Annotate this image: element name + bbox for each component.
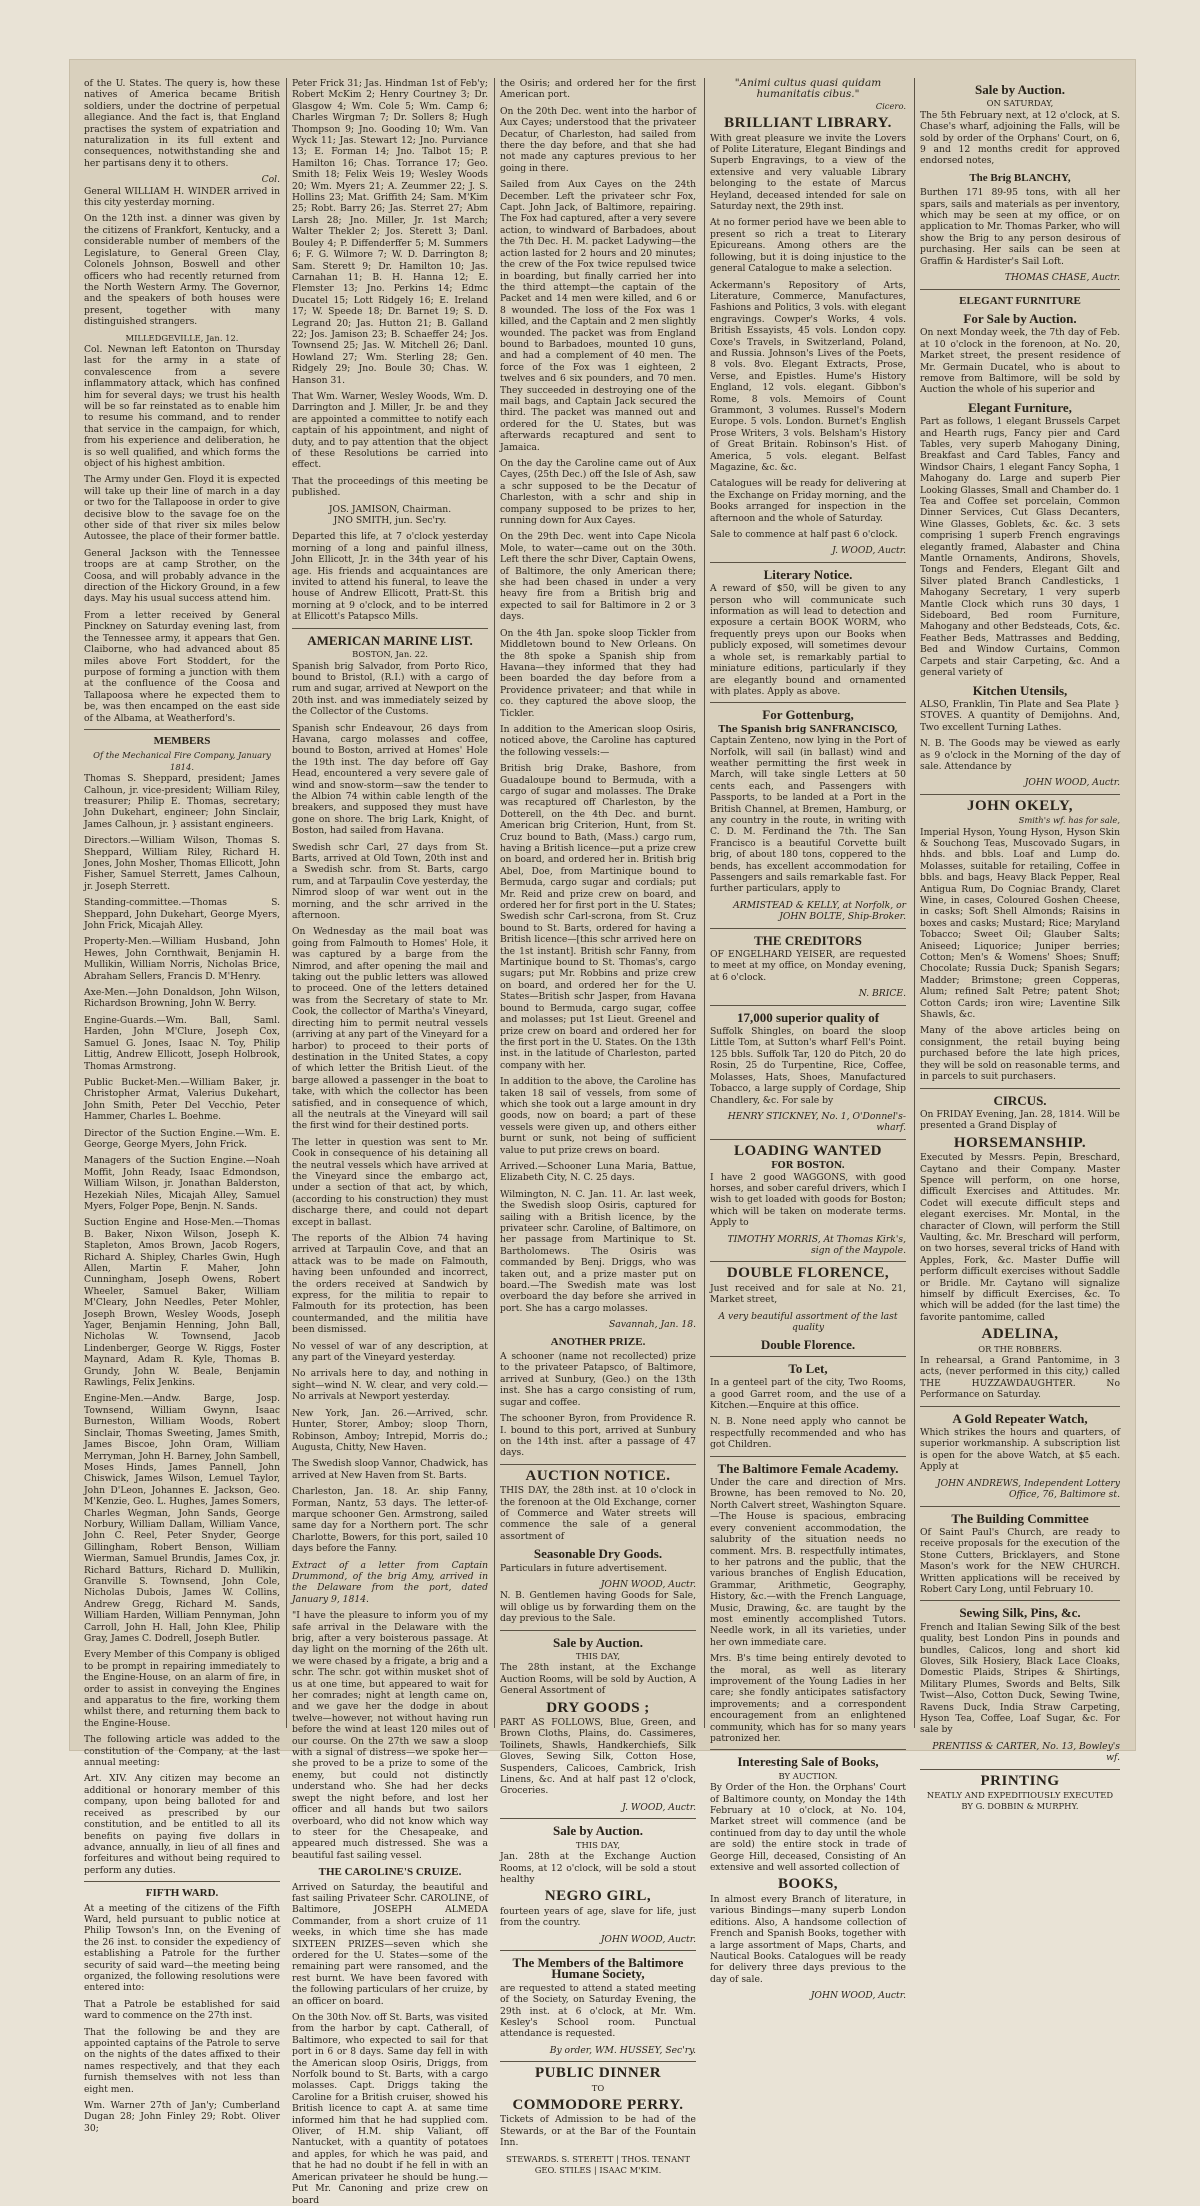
ad-subheading: TO	[591, 2082, 605, 2093]
ad-subheading: DRY GOODS ;	[546, 1699, 650, 1716]
ad-subheading: THIS DAY,	[575, 1651, 621, 1661]
ad-text: Many of the above articles being on consignment, the retail buying being purchased before the late high prices, they will be sold on reasonable terms, and in parcels to suit purchasers.	[920, 1025, 1120, 1083]
ad-text: Under the care and direction of Mrs. Browne, has been removed to No. 20, North Calvert street, Washington Square.—The House is spacious, embracing every convenient accommodation, the salubrity of the situation needs no comment. Mrs. B. respectfully intimates, to her patrons and the public, that the various branches of English Education, Grammar, Arithmetic, Geography, History, &c.—with the French Language, Music, Drawing, &c. are taught by the most eminently accomplished Tutors. Needle work, in all its varieties, under her own immediate care.	[710, 1477, 906, 1648]
ad-subheading: THIS DAY,	[575, 1839, 621, 1850]
ad-heading: The Members of the Baltimore Humane Society,	[512, 1954, 684, 1982]
article-text: From a letter received by General Pinckney on Saturday evening last, from the Tennessee army, it appears that Gen. Claiborne, who had advanced about 85 miles above Fort Stoddert, for the purpose of forming a junction with them at the confluence of the Coosa and Tallapoosa where he expected them to be, was then encamped on the east side of the Albama, at Weatherford's.	[84, 609, 280, 724]
ad-text: fourteen years of age, slave for life, just from the country.	[500, 1905, 696, 1929]
ad-text: Of Saint Paul's Church, are ready to receive proposals for the execution of the Stone Cutters, Bricklayers, and Stone Mason's work for the NEW CHURCH. Written applications will be received by Robert Cary Long, until February 10.	[920, 1526, 1120, 1595]
ad-subheading: HORSEMANSHIP.	[953, 1134, 1087, 1151]
divider	[84, 1881, 280, 1882]
article-text: Arrived on Saturday, the beautiful and fast sailing Privateer Schr. CAROLINE, of Baltimore, JOSEPH ALMEDA Commander, from a short cruize of 11 weeks, in which time she has made SIXTEEN PRIZES—seven which she ordered for the U. States—some of the remaining part were ransomed, and the rest burnt. We have been favored with the following particulars of her cruize, by an officer on board.	[292, 1881, 488, 2007]
article-text: British brig Drake, Bashore, from Guadaloupe bound to Bermuda, with a cargo of sugar and molasses. The Drake was recaptured off Charleston, by the Dotterell, on the 4th Dec. and burnt. American brig Criterion, Hunt, from St. Cruz bound to Bath, (Mass.) cargo rum, having a British licence—put a prize crew on board, and ordered her in. British brig Abel, Doe, from Martinique bound to Bermuda, cargo sugar and cordials; put Mr. Reid and prize crew on board, and ordered her for first port in the U. States; Swedish schr Carl-scrona, from St. Cruz bound to St. Barts, ordered for having a British licence—[this schr arrived here on the 1st instant]. British schr Fanny, from Martinique bound to St. Thomas's, cargo sugars; put Mr. Robbins and prize crew on board, and ordered her for the U. States—British schr Jasper, from Havana bound to Bermuda, cargo sugar, coffee and molasses; put 1st Lieut. Greenel and prize crew on board and ordered her for the first port in the U. States. On the 13th inst. in the latitude of Charleston, parted company with her.	[500, 763, 696, 1071]
article-text: Arrived.—Schooner Luna Maria, Battue, Elizabeth City, N. C. 25 days.	[500, 1160, 696, 1184]
ad-subheading: OR THE ROBBERS.	[978, 1343, 1062, 1354]
signature: Col.	[261, 174, 280, 186]
article-text: Director of the Suction Engine.—Wm. E. George, George Myers, John Frick.	[84, 1127, 280, 1150]
divider	[500, 1950, 696, 1951]
ad-text: In a genteel part of the city, Two Rooms, a good Garret room, and the use of a Kitchen.—Enquire at this office.	[710, 1377, 906, 1412]
article-text: Property-Men.—William Husband, John Hewes, John Cornthwait, Benjamin H. Mullikin, William Norris, Nicholas Brice, Abraham Sellers, Francis D. M'Henry.	[84, 936, 280, 982]
article-text: On Wednesday as the mail boat was going from Falmouth to Homes' Hole, it was captured by a barge from the Nimrod, and after opening the mail and taking out the public letters was allowed to proceed. One of the letters detained was from the Secretary of state to Mr. Cook, the collector of Martha's Vineyard, directing him to permit neutral vessels (arriving at any part of the Vineyard for a harbor) to proceed to their ports of destination in the United States, a copy of which letter the British Lieut. of the barge allowed a passenger in the boat to take, with which the collector has been satisfied, and in consequence of which, all the neutrals at the Vineyard will sail the first wind for their destined ports.	[292, 926, 488, 1132]
ad-text: ALSO, Franklin, Tin Plate and Sea Plate } STOVES. A quantity of Demijohns. And, Two excellent Turning Lathes.	[920, 698, 1120, 733]
divider	[710, 1139, 906, 1140]
motto-source: Cicero.	[875, 100, 906, 111]
ad-heading: Interesting Sale of Books,	[737, 1754, 879, 1770]
ad-heading: Sale by Auction.	[975, 82, 1065, 97]
ad-text: I have 2 good WAGGONS, with good horses, and sober careful drivers, which I wish to get loaded with goods for Boston; which will be taken on moderate terms. Apply to	[710, 1171, 906, 1229]
divider	[920, 1406, 1120, 1407]
ad-subheading: Elegant Furniture,	[968, 399, 1072, 415]
ad-heading: To Let,	[788, 1360, 828, 1376]
ad-text: N. B. Gentlemen having Goods for Sale, will oblige us by forwarding them on the day previous to the Sale.	[500, 1590, 696, 1625]
article-text: On the 4th Jan. spoke sloop Tickler from Middletown bound to New Orleans. On the 8th spoke a Spanish ship from Havana—they informed that they had been boarded the day before from a Providence privateer; and that while in co. they captured the above sloop, the Tickler.	[500, 627, 696, 719]
article-text: Thomas S. Sheppard, president; James Calhoun, jr. vice-president; William Riley, treasurer; Philip E. Thomas, secretary; John Dukehart, engineer; John Sinclair, James Calhoun, jr. } assistant engineers.	[84, 773, 280, 830]
article-text: That the following be and they are appointed captains of the Patrole to serve on the nights of the dates affixed to their names respectively, and that they each furnish themselves with not less than eight men.	[84, 2026, 280, 2095]
article-text: Every Member of this Company is obliged to be prompt in repairing immediately to the Engine-House, on an alarm of fire, in order to assist in conveying the Engines and apparatus to the fire, working them whilst there, and returning them back to the Engine-House.	[84, 1649, 280, 1729]
article-text: The letter in question was sent to Mr. Cook in consequence of his detaining all the neutral vessels which have arrived at the Vineyard since the embargo act, under a section of that act, by which, (according to his construction) they must discharge there, and could not depart except in ballast.	[292, 1136, 488, 1228]
divider	[710, 702, 906, 703]
ad-text: OF ENGELHARD YEISER, are requested to meet at my office, on Monday evening, at 6 o'clock.	[710, 949, 906, 983]
article-text: General Jackson with the Tennessee troops are at camp Strother, on the Coosa, and will probably advance in the direction of the Hickory Ground, in a few days. May his usual success attend him.	[84, 547, 280, 605]
article-text: Public Bucket-Men.—William Baker, jr. Christopher Armat, Valerius Dukehart, John Smith, Peter Del Vecchio, Peter Hammer, Charles L. Boehme.	[84, 1076, 280, 1123]
article-text: Swedish schr Carl, 27 days from St. Barts, arrived at Old Town, 20th inst and a Swedish schr. from St. Barts, cargo rum, and at Tarpaulin Cove yesterday, the Nimrod sloop of war went out in the morning, and the schr arrived in the afternoon.	[292, 841, 488, 922]
divider	[710, 1356, 906, 1357]
ad-subheading: FOR BOSTON.	[771, 1160, 845, 1172]
ad-heading: ELEGANT FURNITURE	[959, 294, 1081, 307]
article-text: On the 12th inst. a dinner was given by the citizens of Frankfort, Kentucky, and a considerable number of members of the Legislature, to General Green Clay, Colonels Johnson, Boswell and other officers who had recently returned from the North Western Army. The Governor, and the speakers of both houses were present, together with many distinguished strangers.	[84, 213, 280, 328]
column-rule	[704, 78, 705, 1728]
stewards: STEWARDS. S. STERETT | THOS. TENANT GEO. STILES | ISAAC M'KIM.	[505, 2153, 691, 2176]
signature: JOHN WOOD, Auctr.	[600, 1578, 696, 1590]
ad-text: Just received and for sale at No. 21, Market street,	[710, 1282, 906, 1306]
signature: J. WOOD, Auctr.	[832, 545, 906, 557]
ad-text: A very beautiful assortment of the last quality	[718, 1310, 898, 1333]
ad-text: Mrs. B's time being entirely devoted to the moral, as well as literary improvement of the Young Ladies in her care; she fondly anticipates satisfactory improvements; and a correspondent encouragement from an enlightened community, which has for so many years patronized her.	[710, 1653, 906, 1744]
ad-subheading: NEGRO GIRL,	[544, 1888, 652, 1905]
column-4	[710, 77, 906, 2002]
column-rule	[494, 78, 495, 1728]
ad-heading: Sewing Silk, Pins, &c.	[959, 1605, 1081, 1621]
article-text: No arrivals here to day, and nothing in sight—wind N. W. clear, and very cold.—No arrivals at Newport yesterday.	[292, 1368, 488, 1403]
divider	[920, 1769, 1120, 1770]
divider	[710, 1749, 906, 1750]
ad-text: PART AS FOLLOWS, Blue, Green, and Brown Cloths, Plains, do. Cassimeres, Toilinets, Shawls, Handkerchiefs, Silk Gloves, Sewing Silk, Cotton Hose, Suspenders, Calicoes, Cambrick, Irish Linens, &c. And at half past 12 o'clock, Groceries.	[500, 1717, 696, 1797]
divider	[920, 1600, 1120, 1601]
ad-text: Burthen 171 89-95 tons, with all her spars, sails and materials as per inventory, which may be seen at my office, or on application to Mr. Thomas Parker, who will show the Brig to any person desirous of purchasing. Her sails can be seen at Graffin & Hardister's Sail Loft.	[920, 187, 1120, 267]
article-text: At a meeting of the citizens of the Fifth Ward, held pursuant to public notice at Philip Towson's Inn, on the Evening of the 26 inst. to consider the expediency of establishing a Patrole for the further security of said ward—the meeting being organized, the following resolutions were entered into:	[84, 1902, 280, 1994]
ad-heading: A Gold Repeater Watch,	[952, 1410, 1088, 1426]
ad-heading: Sale by Auction.	[553, 1823, 643, 1839]
ad-heading: PRINTING	[980, 1772, 1060, 1789]
article-text: Sailed from Aux Cayes on the 24th December. Left the privateer schr Fox, Capt. John Jack, of Baltimore, repairing. The Fox had captured, after a very severe action, to windward of Barbadoes, about the 7th Dec. H. M. packet Ladywing—the action lasted for 2 hours and 20 minutes; the crew of the Fox twice repulsed twice in boarding, but finally carried her into the third attempt—the captain of the Packet and 14 men were killed, and 6 or 8 wounded. The loss of the Fox was 1 killed, and the Captain and 2 men slightly wounded. The packet was from England bound to Barbadoes, mounted 10 guns, and had a complement of 40 men. The force of the Fox was 1 eighteen, 2 twelves and 6 six pounders, and 70 men. They succeeded in destroying one of the mail bags, and Captain Jack secured the third. The packet was manned out and ordered for the U. States, but was afterwards recaptured and sent to Jamaica.	[500, 179, 696, 453]
divider	[710, 1261, 906, 1262]
ad-heading: For Gottenburg,	[762, 707, 854, 723]
ad-text: are requested to attend a stated meeting of the Society, on Saturday Evening, the 29th inst. at 6 o'clock, at Mr. Wm. Kesley's School room. Punctual attendance is requested.	[500, 1982, 696, 2040]
ad-text: Tickets of Admission to be had of the Stewards, or at the Bar of the Fountain Inn.	[500, 2114, 696, 2149]
ad-text: Which strikes the hours and quarters, of superior workmanship. A subscription list is open for the above Watch, at $5 each. Apply at	[920, 1427, 1120, 1473]
article-text: Axe-Men.—John Donaldson, John Wilson, Richardson Browning, John W. Berry.	[84, 987, 280, 1010]
divider	[500, 2061, 696, 2062]
article-text: Extract of a letter from Captain Drummond, of the brig Amy, arrived in the Delaware from the port, dated January 9, 1814.	[292, 1559, 488, 1605]
article-text: Standing-committee.—Thomas S. Sheppard, John Dukehart, George Myers, John Frick, Micajah Alley.	[84, 897, 280, 932]
ad-text: THIS DAY, the 28th inst. at 10 o'clock in the forenoon at the Old Exchange, corner of Commerce and Water streets will commence the sale of a general assortment of	[500, 1485, 696, 1542]
article-text: Charleston, Jan. 18. Ar. ship Fanny, Forman, Nantz, 53 days. The letter-of-marque schooner Gen. Armstrong, sailed same day for a Northern port. The schr Charlotte, Bowers, for this port, sailed 10 days before the Fanny.	[292, 1486, 488, 1555]
ad-text: In rehearsal, a Grand Pantomime, in 3 acts, (never performed in this city,) called THE HUZZAWDAUGHTER. No Performance on Saturday.	[920, 1355, 1120, 1401]
divider	[920, 289, 1120, 290]
ad-heading: The Baltimore Female Academy.	[717, 1460, 899, 1476]
column-rule	[286, 78, 287, 1728]
ad-text: Particulars in future advertisement.	[500, 1562, 668, 1574]
article-text: On the day the Caroline came out of Aux Cayes, (25th Dec.) off the Isle of Ash, saw a schr supposed to be the Decatur of Charleston, with a schr and ship in company supposed to be prizes to her, running down for Aux Cayes.	[500, 458, 696, 527]
signature: JOHN WOOD, Auctr.	[1024, 777, 1120, 789]
column-rule	[914, 78, 915, 1728]
ad-text: Jan. 28th at the Exchange Auction Rooms, at 12 o'clock, will be sold a stout healthy	[500, 1851, 696, 1885]
divider	[920, 1088, 1120, 1089]
ad-text: The 28th instant, at the Exchange Auction Rooms, will be sold by Auction, A General Assortment of	[500, 1662, 696, 1697]
article-text: Suction Engine and Hose-Men.—Thomas B. Baker, Nixon Wilson, Joseph K. Stapleton, Amos Brown, Jacob Rogers, Richard A. Shipley, Charles Gwin, Hugh Allen, Martin F. Maher, John Cunningham, Joseph Owens, Robert Wheeler, Samuel Baker, William M'Cleary, John Needles, Peter Mohler, Joseph Brown, Wesley Woods, Joseph Yager, Benjamin Henning, John Ball, Nicholas W. Townsend, Jacob Lindenberger, George W. Riggs, Foster Maynard, Adam R. Kyle, Thomas B. Grundy, John W. Beale, Benjamin Rawlings, Felix Jenkins.	[84, 1217, 280, 1389]
article-text: A schooner (name not recollected) prize to the privateer Patapsco, of Baltimore, arrived at Sunbury, (Geo.) on the 13th inst. She has a cargo consisting of rum, sugar and coffee.	[500, 1351, 696, 1408]
ad-heading: DOUBLE FLORENCE,	[726, 1265, 890, 1282]
signature: JNO SMITH, jun. Sec'ry.	[333, 515, 447, 527]
ad-text: With great pleasure we invite the Lovers of Polite Literature, Elegant Bindings and Superb Engravings, to a view of the extensive and very valuable Library belonging to the estate of Marcus Heyland, deceased intended for sale on Saturday next, the 29th inst.	[710, 132, 906, 213]
signature: PRENTISS & CARTER, No. 13, Bowley's wf.	[932, 1740, 1120, 1764]
section-heading: THE CAROLINE'S CRUIZE.	[318, 1866, 462, 1879]
ad-text: The 5th February next, at 12 o'clock, at S. Chase's wharf, adjoining the Falls, will be sold by order of the Orphans' Court, on 6, 9 and 12 months credit for approved endorsed notes,	[920, 109, 1120, 167]
ad-text: Imperial Hyson, Young Hyson, Hyson Skin & Souchong Teas, Muscovado Sugars, in hhds. and bbls. Loaf and Lump do. Molasses, suitable for retailing, Coffee in bbls. and bags, Heavy Black Pepper, Real Antigua Rum, Do Cogniac Brandy, Claret Wine, in cases, Coloured Goshen Cheese, in casks; Soft Shell Almonds; Raisins in boxes and casks; Mustard; Rice; Maryland Tobacco; Sweet Oil; Glauber Salts; Aniseed; Liquorice; Juniper berries; Cotton; Men's & Womens' Shoes; Snuff; Chocolate; Russia Duck; Spanish Segars; Madder; Brimstone; green Copperas, Alum; refined Salt Petre; patent Shot; Cotton Cards; iron wire; Laventine Silk Shawls, &c.	[920, 826, 1120, 1021]
article-text: Peter Frick 31; Jas. Hindman 1st of Feb'y; Robert McKim 2; Henry Courtney 3; Dr. Glasgow 4; Wm. Cole 5; Wm. Camp 6; Charles Wirgman 7; Dr. Sollers 8; Hugh Thompson 9; Jno. Gooding 10; Wm. Van Wyck 11; Jas. Stewart 12; Jno. Purviance 13; E. Forman 14; Jno. Talbot 15; P. Hamilton 16; Chas. Torrance 17; Geo. Smith 18; Felix Weis 19; Wesley Woods 20; Wm. Myers 21; A. Zeummer 22; J. S. Hollins 23; Mat. Griffith 24; Sam. M'Kim 25; Robt. Barry 26; Jas. Sterret 27; Abm Larsh 28; Jno. Miller, Jr. 1st March; Walter Thekler 2; Jos. Sterett 3; Danl. Bouley 4; P. Diffenderffer 5; M. Summers 6; F. G. Wilmore 7; W. D. Darrington 8; Sam. Sterett 9; Dr. Hamilton 10; Jas. Carnahan 11; B. H. Hanna 12; E. Flemster 13; Jno. Perkins 14; Edmc Ducatel 15; Lott Ridgely 16; E. Ireland 17; W. Speede 18; Dr. Barnet 19; S. D. Legrand 20; Jas. Hutton 21; B. Galland 22; Jos. Jamison 23; B. Schaeffer 24; Jos. Townsend 25; Jas. W. Mitchell 26; Danl. Howland 27; Wm. Sterling 28; Gen. Ridgely 29; Jno. Boule 30; Chas. W. Hanson 31.	[292, 78, 488, 386]
article-text: That the proceedings of this meeting be published.	[292, 475, 488, 499]
ad-text: In almost every Branch of literature, in various Bindings—many superb London editions. Also, A handsome collection of French and Spanish Books, together with a large assortment of Maps, Charts, and Nautical Books. Catalogues will be ready for delivery three days previous to the day of sale.	[710, 1893, 906, 1985]
signature: By order, WM. HUSSEY, Sec'ry.	[549, 2044, 696, 2056]
section-subheading: Of the Mechanical Fire Company, January 1814.	[93, 750, 271, 772]
section-heading: ANOTHER PRIZE.	[550, 1335, 646, 1348]
article-text: The following article was added to the constitution of the Company, at the last annual meeting:	[84, 1734, 280, 1769]
column-2	[292, 78, 488, 2206]
ad-heading: PUBLIC DINNER	[534, 2065, 662, 2082]
ad-heading: Sale by Auction.	[553, 1634, 643, 1650]
column-5	[920, 78, 1120, 1812]
article-text: Col. Newnan left Eatonton on Thursday last for the army in a state of convalescence from a severe inflammatory attack, which has confined him for several days; we trust his health will be so far reinstated as to enable him to resume his command, and to render that service in the campaign, for which, from his experience and deliberation, he is so well qualified, and which forms the object of his highest ambition.	[84, 343, 280, 469]
ad-subheading: Seasonable Dry Goods.	[533, 1546, 663, 1562]
divider	[500, 1818, 696, 1819]
divider	[710, 562, 906, 563]
article-text: Directors.—William Wilson, Thomas S. Sheppard, William Riley, Richard H. Jones, John Mosher, Thomas Ellicott, John Fisher, Samuel Sterrett, James Calhoun, jr. Joseph Sterrett.	[84, 835, 280, 892]
article-text: the Osiris; and ordered her for the first American port.	[500, 78, 696, 101]
ad-text: French and Italian Sewing Silk of the best quality, best London Pins in pounds and bundles, Calicos, long and short kid Gloves, Silk Hosiery, Black Lace Cloaks, Domestic Plaids, Stripes & Shirtings, Military Plumes, Swords and Belts, Silk Twist—Also, Cotton Duck, Sewing Twine, Ravens Duck, India Straw Carpeting, Hyson Tea, Coffee, Loaf Sugar, &c. For sale by	[920, 1621, 1120, 1736]
ad-text: Executed by Messrs. Pepin, Breschard, Caytano and their Company. Master Spence will perform, on one horse, difficult Exercises and Attitudes. Mr. Codet will execute difficult steps and elegant exercises. Mr. Montal, in the character of Clown, will perform the Still Vaulting, &c. Mr. Breschard will perform, on two horses, several tricks of Hand with Apples, Fork, &c. Master Duffie will perform difficult exercises without Saddle or Bridle. Mr. Caytano will signalize himself by difficult Exercises, &c. To which will be added (for the last time) the favorite pantomime, called	[920, 1152, 1120, 1323]
signature: ARMISTEAD & KELLY, at Norfolk, or JOHN BOLTE, Ship-Broker.	[733, 899, 906, 923]
article-text: "I have the pleasure to inform you of my safe arrival in the Delaware with the brig, after a very boisterous passage. At day light on the morning of the 26th ult. we were chased by a frigate, a brig and a schr. The schr. got within musket shot of us at one time, but appeared to wait for her comrades; night at length came on, and we gave her the dodge in about twelve—however, not without having run before the wind at least 120 miles out of our course. On the 27th we saw a sloop with a signal of distress—we spoke her—she proved to be a prize to some of the enemy, but could not distinctly understand who. She had her decks swept the night before, and lost her officer and all hands but two sailors overboard, who did not know which way to steer for the Chesapeake, and appeared much distressed. She was a beautiful fast sailing vessel.	[292, 1610, 488, 1861]
article-text: The Swedish sloop Vannor, Chadwick, has arrived at New Haven from St. Barts.	[292, 1458, 488, 1481]
article-text: Art. XIV. Any citizen may become an additional or honorary member of this company, upon being balloted for and received as prescribed by our constitution, and be entitled to all its benefits on paying five dollars in advance, annually, in lieu of all fines and forfeitures and without being required to perform any duties.	[84, 1773, 280, 1876]
article-text: That a Patrole be established for said ward to commence on the 27th inst.	[84, 1998, 280, 2022]
signature: JOS. JAMISON, Chairman.	[328, 503, 452, 515]
column-1	[84, 78, 280, 2134]
ad-text: Captain Zenteno, now lying in the Port of Norfolk, will sail (in ballast) wind and weather permitting the first week in March, will take single Letters at 50 cents each, and Passengers with Passports, to be landed at a Port in the British Channel, at Bremen, Hamburg, or any country in the route, in writing with C. D. M. Ferdinand the 7th. The San Francisco is a beautiful Corvette built brig, of about 180 tons, coppered to the bends, has excellent accommodation for Passengers and sails remarkable fast. For further particulars, apply to	[710, 735, 906, 895]
ad-heading: AUCTION NOTICE.	[525, 1467, 671, 1484]
section-heading: MEMBERS	[153, 734, 211, 747]
article-text: Departed this life, at 7 o'clock yesterday morning of a long and painful illness, John Ellicott, Jr. in the 34th year of his age. His friends and acquaintances are invited to attend his funeral, to leave the house of Andrew Ellicott, Pratt-St. this morning at 9 o'clock, and to be interred at Ellicott's Patapsco Mills.	[292, 531, 488, 623]
article-text: In addition to the above, the Caroline has taken 18 sail of vessels, from some of which she took out a large amount in dry goods, now on board; a part of these vessels were given up, and others either burnt or sunk, not being of sufficient value to put prize crews on board.	[500, 1076, 696, 1156]
article-text: On the 30th Nov. off St. Barts, was visited from the harbor by capt. Catherall, of Baltimore, who expected to sail for that port in 6 or 8 days. Same day fell in with the American sloop Osiris, Driggs, from Norfolk bound to St. Barts, with a cargo molasses. Capt. Driggs taking the Caroline for a British cruiser, showed his British licence to capt A. at same time informed him that he had supplied com. Oliver, of H.M. ship Valiant, off Nantucket, with a quantity of potatoes and apples, for which he was paid, and that he had no doubt if he fell in with an American privateer he should be hung.—Put Mr. Canoning and prize crew on board	[292, 2012, 488, 2206]
motto: "Animi cultus quasi quidam humanitatis cibus."	[734, 77, 882, 101]
signature: JOHN ANDREWS, Independent Lottery Office, 76, Baltimore st.	[936, 1477, 1120, 1501]
ad-text: A reward of $50, will be given to any person who will communicate such information as will lead to detection and exposure a certain BOOK WORM, who frequently preys upon our Books when publicly exposed, will sometimes devour a whole set, is remarkably partial to miniature editions, particularly if they are elegantly bound and ornamented with plates. Apply as above.	[710, 583, 906, 697]
article-text: Managers of the Suction Engine.—Noah Moffit, John Ready, Isaac Edmondson, William Wilson, jr. Jonathan Balderston, Hezekiah Niles, Micajah Alley, Samuel Myers, Folger Pope, Benjn. N. Sands.	[84, 1155, 280, 1212]
ad-subheading: ADELINA,	[981, 1326, 1059, 1343]
ad-heading: Literary Notice.	[763, 566, 853, 582]
article-text: The Army under Gen. Floyd it is expected will take up their line of march in a day or two for the Tallapoose in order to give decisive blow to the savage foe on the other side of that river six miles below Autossee, the place of their former battle.	[84, 474, 280, 543]
section-heading: FIFTH WARD.	[145, 1887, 219, 1900]
article-text: The schooner Byron, from Providence R. I. bound to this port, arrived at Sunbury on the 14th inst. after a passage of 47 days.	[500, 1413, 696, 1459]
signature: N. BRICE.	[858, 988, 906, 1000]
ad-text: Suffolk Shingles, on board the sloop Little Tom, at Sutton's wharf Fell's Point. 125 bbls. Suffolk Tar, 120 do Pitch, 20 do Rosin, 25 do Turpentine, Rice, Coffee, Molasses, Hats, Shoes, Manufactured Tobacco, a large supply of Cordage, Ship Chandlery, &c. For sale by	[710, 1026, 906, 1106]
ad-subheading: BOOKS,	[777, 1876, 839, 1893]
article-text: of the U. States. The query is, how these natives of America became British soldiers, under the doctrine of perpetual allegiance. And the fact is, that England practises the system of expatriation and naturalization in its full extent and consequences, notwithstanding she and her partisans deny it to others.	[84, 78, 280, 169]
divider	[84, 729, 280, 730]
dateline: MILLEDGEVILLE, Jan. 12.	[125, 332, 239, 343]
divider	[710, 1005, 906, 1006]
divider	[500, 1464, 696, 1465]
signature: JOHN WOOD, Auctr.	[810, 1990, 906, 2002]
ad-text: On next Monday week, the 7th day of Feb. at 10 o'clock in the forenoon, at No. 20, Market street, the present residence of Mr. Germain Ducatel, who is about to remove from Baltimore, will be sold by Auction the whole of his superior and	[920, 327, 1120, 396]
ad-heading: CIRCUS.	[993, 1092, 1047, 1108]
article-text: In addition to the American sloop Osiris, noticed above, the Caroline has captured the following vessels:—	[500, 723, 696, 758]
ad-text: Part as follows, 1 elegant Brussels Carpet and Hearth rugs, Fancy pier and Card Tables, very superb Mahogany Dining, Breakfast and Card Tables, Fancy and Windsor Chairs, 1 elegant Fancy Sopha, 1 Mahogany do. Large and superb Pier Looking Glasses, Small and Chamber do. 1 Tea and Coffee set porcelain, Common Dinner Services, Cut Glass Decanters, Wine Glasses, Goblets, &c. &c. 3 sets comprising 1 superb French engravings elegantly framed, Alabaster and China Mantle Ornaments, Andirons, Shovels, Tongs and Fenders, Elegant Gilt and Silver plated Branch Candlesticks, 1 Mahogany Secretary, 1 very superb Mantle Clock which runs 30 days, 1 Sideboard, Bed room Furniture, Mahogany and other Bedsteads, Cots, &c. Feather Beds, Mattrasses and Bedding, Bed and Window Curtains, Common Carpets and stair Carpeting, &c. And a general variety of	[920, 416, 1120, 679]
article-text: Wm. Warner 27th of Jan'y; Cumberland Dugan 28; John Finley 29; Robt. Oliver 30;	[84, 2100, 280, 2134]
article-text: New York, Jan. 26.—Arrived, schr. Hunter, Storer, Amboy; sloop Thorn, Robinson, Amboy; Intrepid, Morris do.; Augusta, Chitty, New Haven.	[292, 1407, 488, 1453]
ad-subheading: For Sale by Auction.	[963, 310, 1077, 326]
divider	[710, 928, 906, 929]
dateline: Savannah, Jan. 18.	[608, 1319, 696, 1331]
article-text: Engine-Guards.—Wm. Ball, Saml. Harden, John M'Clure, Joseph Cox, Samuel G. Jones, Isaac N. Toy, Philip Littig, Andrew Ellicott, Joseph Holbrook, Thomas Armstrong.	[84, 1014, 280, 1072]
ad-subheading: NEATLY AND EXPEDITIOUSLY EXECUTED BY G. DOBBIN & MURPHY.	[926, 1790, 1114, 1812]
signature: THOMAS CHASE, Auctr.	[1004, 272, 1120, 284]
divider	[920, 794, 1120, 795]
signature: HENRY STICKNEY, No. 1, O'Donnel's-wharf.	[727, 1110, 906, 1134]
divider	[292, 628, 488, 629]
ad-subheading: COMMODORE PERRY.	[512, 2097, 684, 2113]
ad-text: N. B. None need apply who cannot be respectfully recommended and who has got Children.	[710, 1416, 906, 1451]
ad-subheading: BY AUCTION.	[778, 1770, 838, 1781]
ad-heading: THE CREDITORS	[754, 932, 862, 948]
article-text: General WILLIAM H. WINDER arrived in this city yesterday morning.	[84, 185, 280, 209]
ad-subheading: Kitchen Utensils,	[972, 682, 1068, 698]
signature: TIMOTHY MORRIS, At Thomas Kirk's, sign of the Maypole.	[727, 1233, 906, 1256]
ad-subheading: The Spanish brig SANFRANCISCO,	[718, 723, 898, 735]
ad-text: At no former period have we been able to present so rich a treat to Literary Epicureans. Among others are the following, but it is doing injustice to the general Catalogue to make a selection.	[710, 217, 906, 275]
ad-subheading: Double Florence.	[760, 1337, 856, 1353]
ad-heading: JOHN OKELY,	[966, 797, 1074, 814]
divider	[920, 1506, 1120, 1507]
ad-subheading: The Brig BLANCHY,	[969, 171, 1071, 184]
ad-heading: LOADING WANTED	[734, 1142, 882, 1159]
ad-subheading: ON SATURDAY,	[986, 98, 1054, 109]
signature: JOHN WOOD, Auctr.	[600, 1933, 696, 1945]
article-text: Wilmington, N. C. Jan. 11. Ar. last week, the Swedish sloop Osiris, captured for sailing with a British licence, by the privateer schr. Caroline, of Baltimore, on her passage from Martinique to St. Bartholomews. The Osiris was commanded by Benj. Driggs, who was taken out, and a prize master put on board.—The Swedish mate was lost overboard the day before she arrived in port. She has a cargo molasses.	[500, 1188, 696, 1314]
column-3	[500, 78, 696, 2176]
article-text: On the 29th Dec. went into Cape Nicola Mole, to water—came out on the 30th. Left there the schr Diver, Captain Owens, of Baltimore, the only American there; she had been chased in under a very heavy fire from a British brig and expected to sail for Baltimore in 2 or 3 days.	[500, 531, 696, 623]
newspaper-page	[70, 60, 1135, 2206]
ad-heading: The Building Committee	[951, 1510, 1089, 1526]
ad-text: Sale to commence at half past 6 o'clock.	[710, 529, 898, 541]
ad-text: By Order of the Hon. the Orphans' Court of Baltimore county, on Monday the 14th February at 10 o'clock, at No. 104, Market street will commence (and be continued from day to day until the whole are sold) the entire stock in trade of George Hill, deceased, Consisting of An extensive and well assorted collection of	[710, 1782, 906, 1874]
divider	[710, 1456, 906, 1457]
article-text: The reports of the Albion 74 having arrived at Tarpaulin Cove, and that an attack was to be made on Falmouth, having been unfounded and incorrect, the orders received at Sandwich by express, for the militia to repair to Falmouth for its protection, has been countermanded, and the militia have been dismissed.	[292, 1233, 488, 1336]
ad-text: On FRIDAY Evening, Jan. 28, 1814. Will be presented a Grand Display of	[920, 1108, 1120, 1132]
article-text: Spanish schr Endeavour, 26 days from Havana, cargo molasses and coffee, bound to Boston, arrived at Homes' Hole the 19th inst. The day before off Gay Head, encountered a very severe gale of wind and snow-storm—saw the tender to the Albion 74 within cable length of the breakers, and supposed they must have gone on shore. The brig Lark, Knight, of Boston, had sailed from Havana.	[292, 722, 488, 837]
ad-subheading: Smith's wf. has for sale,	[1018, 815, 1120, 826]
ad-heading: 17,000 superior quality of	[736, 1009, 880, 1025]
dateline: BOSTON, Jan. 22.	[352, 649, 428, 660]
signature: J. WOOD, Auctr.	[622, 1801, 696, 1813]
ad-heading: BRILLIANT LIBRARY.	[724, 115, 892, 132]
article-text: That Wm. Warner, Wesley Woods, Wm. D. Darrington and J. Miller, Jr. be and they are appointed a committee to notify each captain of his appointment, and night of duty, and to pay attention that the object of these Resolutions be carried into effect.	[292, 390, 488, 471]
article-text: On the 20th Dec. went into the harbor of Aux Cayes; understood that the privateer Decatur, of Charleston, had sailed from there the day before, and that she had not made any captures previous to her going in there.	[500, 105, 696, 174]
ad-text: Catalogues will be ready for delivering at the Exchange on Friday morning, and the Books arranged for inspection in the afternoon and the whole of Saturday.	[710, 478, 906, 524]
section-heading: AMERICAN MARINE LIST.	[307, 632, 473, 648]
article-text: No vessel of war of any description, at any part of the Vineyard yesterday.	[292, 1340, 488, 1364]
divider	[500, 1630, 696, 1631]
ad-text: Ackermann's Repository of Arts, Literature, Commerce, Manufactures, Fashions and Politics, 3 vols. with elegant engravings. Cowper's Works, 4 vols. British Essayists, 45 vols. London copy. Coxe's Travels, in Switzerland, Poland, and Russia. Johnson's Lives of the Poets, 8 vols. 8vo. Elegant Extracts, Prose, Verse, and Epistles. Hume's History England, 12 vols. elegant. Gibbon's Rome, 8 vols. Memoirs of Count Grammont, 3 volumes. Russel's Modern Europe. 5 vols. London. Burnet's English Prose Writers, 3 vols. Belsham's History of Great Britain. Robinson's Hist. of America, 5 vols. elegant. Belfast Magazine, &c. &c.	[710, 279, 906, 473]
article-text: Engine-Men.—Andw. Barge, Josp. Townsend, William Gwynn, Isaac Burneston, William Woods, Robert Sinclair, Thomas Sweeting, James Smith, James Biscoe, John Oram, William Merryman, John H. Barney, John Sambell, Moses Hinds, James Pannell, John Chiswick, James Wilson, Lemuel Taylor, John D'Leon, Johannes E. Jackson, Geo. M'Kenzie, Geo. L. Hughes, James Somers, Charles Wegman, John Sands, George Norbury, William Dallam, William Vance, John C. Reel, Peter Snyder, George Gillingham, Robert Benson, William Wierman, Samuel Brundis, James Cox, jr. Richard Batturs, Richard D. Mullikin, Granville S. Townsend, John Cole, Nicholas Dubois, James W. Collins, Andrew Gregg, Richard M. Sands, William Harden, William Pennyman, John Carroll, John H. Hall, John Klee, Philip Gray, James C. Dodrell, Joseph Butler.	[84, 1393, 280, 1644]
article-text: Spanish brig Salvador, from Porto Rico, bound to Bristol, (R.I.) with a cargo of rum and sugar, arrived at Newport on the 20th inst. and was immediately seized by the Collector of the Customs.	[292, 660, 488, 718]
ad-text: N. B. The Goods may be viewed as early as 9 o'clock in the Morning of the day of sale. Attendance by	[920, 738, 1120, 772]
